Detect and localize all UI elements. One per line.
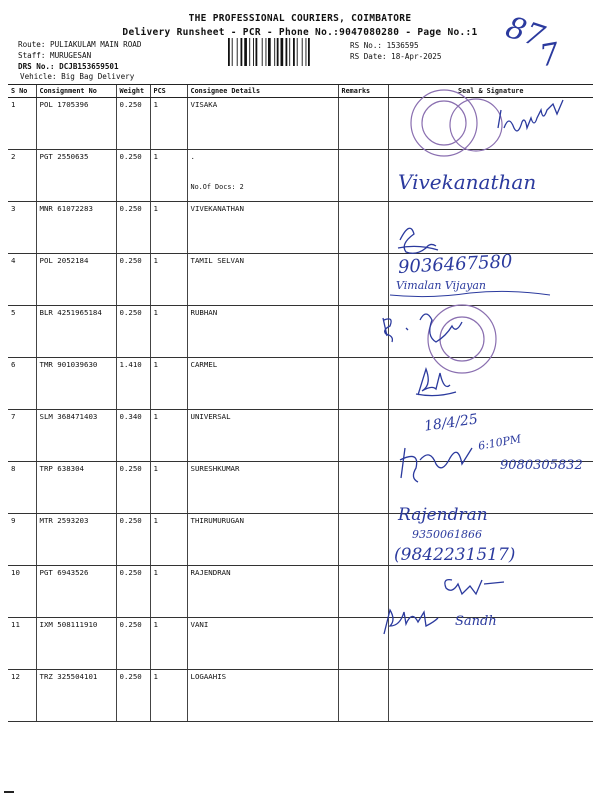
signature-row9 — [400, 448, 472, 482]
cell-pcs-text: 1 — [153, 672, 158, 681]
cell-sno-text: 4 — [11, 256, 16, 265]
cell-consignment-text: POL 1705396 — [39, 100, 89, 109]
cell-sno-text: 9 — [11, 516, 16, 525]
cell-sno-text: 11 — [11, 620, 20, 629]
drs-number: DRS No.: DCJB153659501 — [18, 62, 119, 71]
vehicle-label: Vehicle: Big Bag Delivery — [20, 72, 135, 81]
cell-consignment-text: TRP 638304 — [39, 464, 84, 473]
cell-consignee-text: VIVEKANATHAN — [190, 204, 244, 213]
cell-consignment-text: PGT 2550635 — [39, 152, 89, 161]
col-sno: S No — [8, 85, 36, 98]
signature-row6 — [383, 314, 462, 342]
cell-pcs-text: 1 — [153, 100, 158, 109]
cell-consignee-text: RUBHAN — [190, 308, 218, 317]
col-consignee: Consignee Details — [187, 85, 338, 98]
cell-sno-text: 2 — [11, 152, 16, 161]
cell-sno-text: 5 — [11, 308, 16, 317]
col-consignment: Consignment No — [36, 85, 116, 98]
cell-pcs-text: 1 — [153, 360, 158, 369]
cell-weight-text: 0.250 — [119, 620, 142, 629]
cell-consignee-text: VISAKA — [190, 100, 218, 109]
signature-row12 — [384, 610, 438, 634]
cell-consignee-text: RAJENDRAN — [190, 568, 231, 577]
cell-consignment-text: PGT 6943526 — [39, 568, 89, 577]
cell-pcs-text: 1 — [153, 568, 158, 577]
handwritten-row12-name: Sandh — [455, 614, 497, 629]
page-edge-mark — [4, 791, 14, 793]
cell-consignee-text: TAMIL SELVAN — [190, 256, 244, 265]
cell-weight-text: 0.250 — [119, 308, 142, 317]
cell-consignment-text: TMR 901039630 — [39, 360, 98, 369]
handwritten-row11-phone-b: (9842231517) — [394, 545, 516, 565]
handwritten-row11-phone-a: 9350061866 — [412, 528, 482, 541]
rs-date: RS Date: 18-Apr-2025 — [350, 52, 442, 61]
handwritten-corner-note-bottom: 7 — [537, 36, 562, 75]
cell-sno-text: 6 — [11, 360, 16, 369]
handwritten-row9-phone: 9080305832 — [500, 458, 583, 473]
cell-pcs-text: 1 — [153, 412, 158, 421]
col-remarks: Remarks — [338, 85, 388, 98]
handwritten-row5-phone: 9036467580 — [397, 251, 514, 278]
cell-consignee-text: THIRUMURUGAN — [190, 516, 244, 525]
cell-consignment-text: POL 2052184 — [39, 256, 89, 265]
cell-weight-text: 0.250 — [119, 464, 142, 473]
cell-weight-text: 0.250 — [119, 568, 142, 577]
scribble-row5 — [390, 291, 550, 296]
staff-label: Staff: MURUGESAN — [18, 51, 92, 60]
cell-consignee-text: SURESHKUMAR — [190, 464, 240, 473]
col-weight: Weight — [116, 85, 150, 98]
col-signature: Seal & Signature — [388, 85, 593, 98]
cell-sno-text: 8 — [11, 464, 16, 473]
cell-weight-text: 0.250 — [119, 256, 142, 265]
cell-sno-text: 10 — [11, 568, 20, 577]
cell-consignment-text: SLM 368471403 — [39, 412, 98, 421]
cell-consignee-text: UNIVERSAL — [190, 412, 231, 421]
cell-sno-text: 1 — [11, 100, 16, 109]
cell-consignment-text: BLR 4251965184 — [39, 308, 102, 317]
handwritten-row8-date: 18/4/25 — [423, 411, 479, 435]
signature-row4 — [398, 228, 438, 253]
cell-weight-text: 0.250 — [119, 100, 142, 109]
cell-pcs-text: 1 — [153, 516, 158, 525]
handwritten-row8-time: 6:10PM — [477, 432, 523, 453]
cell-consignment-text: IXM 508111910 — [39, 620, 98, 629]
cell-weight-text: 1.410 — [119, 360, 142, 369]
handwritten-row3-signature: Vivekanathan — [398, 170, 537, 194]
runsheet-title: Delivery Runsheet - PCR - Phone No.:9047080280 - Page No.:1 — [122, 27, 478, 38]
company-name: THE PROFESSIONAL COURIERS, COIMBATORE — [188, 13, 412, 24]
cell-consignment-text: MNR 61072283 — [39, 204, 93, 213]
cell-sno-text: 7 — [11, 412, 16, 421]
cell-sno-text: 12 — [11, 672, 20, 681]
cell-pcs-text: 1 — [153, 152, 158, 161]
cell-weight-text: 0.250 — [119, 204, 142, 213]
cell-pcs-text: 1 — [153, 204, 158, 213]
cell-weight-text: 0.250 — [119, 672, 142, 681]
stamp-seal-row6 — [428, 305, 496, 373]
stamp-seal-row1 — [411, 90, 502, 156]
cell-weight-text: 0.250 — [119, 516, 142, 525]
cell-sno-text: 3 — [11, 204, 16, 213]
cell-pcs-text: 1 — [153, 464, 158, 473]
cell-consignee-text: CARMEL — [190, 360, 218, 369]
col-pcs: PCS — [150, 85, 187, 98]
cell-weight-text: 0.340 — [119, 412, 142, 421]
cell-consignee-text: . — [190, 152, 195, 161]
signature-row11 — [445, 580, 504, 594]
cell-consignment-text: MTR 2593203 — [39, 516, 89, 525]
cell-consignee-text: VANI — [190, 620, 209, 629]
signature-row7 — [416, 369, 456, 396]
cell-pcs-text: 1 — [153, 256, 158, 265]
handwritten-corner-note-top: 87 — [501, 9, 549, 56]
cell-consignment-text: TRZ 325504101 — [39, 672, 98, 681]
docs-count: No.Of Docs: 2 — [190, 183, 244, 191]
cell-weight-text: 0.250 — [119, 152, 142, 161]
route-label: Route: PULIAKULAM MAIN ROAD — [18, 40, 142, 49]
cell-pcs-text: 1 — [153, 308, 158, 317]
handwritten-row5-name: Vimalan Vijayan — [396, 279, 487, 292]
handwritten-row10-name: Rajendran — [398, 505, 488, 525]
rs-number: RS No.: 1536595 — [350, 41, 419, 50]
cell-consignee-text: LOGAAHIS — [190, 672, 227, 681]
cell-pcs-text: 1 — [153, 620, 158, 629]
signature-row1 — [498, 100, 563, 131]
